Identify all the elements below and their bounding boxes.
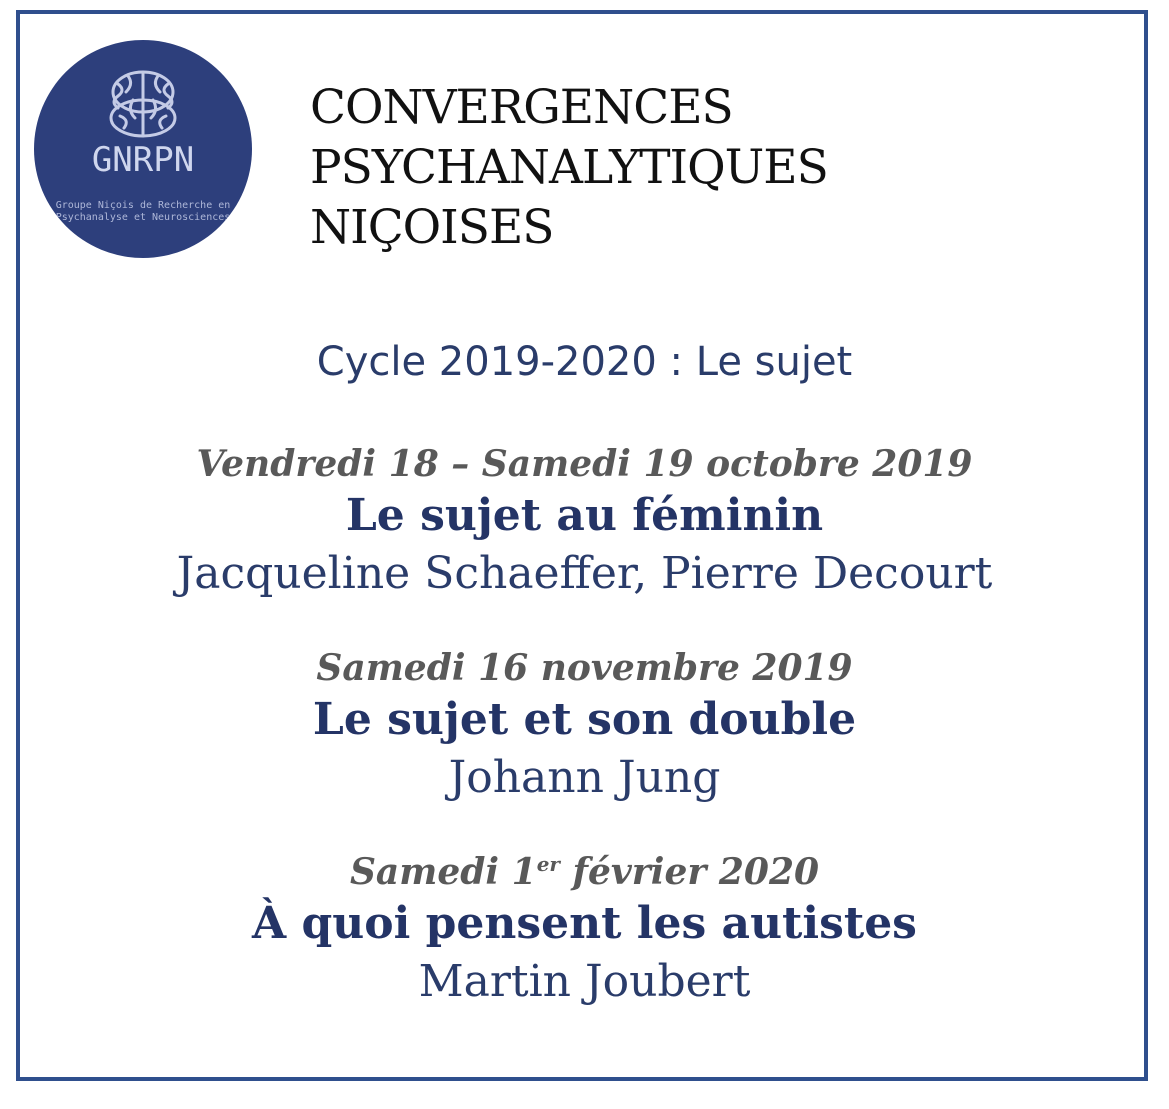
- event-item: [0, 440, 1169, 604]
- heading-line-1: CONVERGENCES: [310, 80, 733, 135]
- event-date: Samedi 16 novembre 2019: [316, 647, 853, 689]
- logo-name: GNRPN: [91, 140, 195, 180]
- logo-tagline: Groupe Niçois de Recherche en Psychanalyse et Neurosciences: [55, 200, 231, 223]
- gnrpn-logo: [34, 40, 252, 258]
- event-speakers: Martin Joubert: [418, 956, 751, 1007]
- event-speakers: Jacqueline Schaeffer, Pierre Decourt: [176, 548, 993, 599]
- event-title: Le sujet au féminin: [345, 490, 824, 541]
- event-date-prefix: Samedi 1: [349, 851, 537, 893]
- event-date-suffix: février 2020: [559, 851, 820, 893]
- event-list: [0, 440, 1169, 1012]
- heading-line-2: PSYCHANALYTIQUES: [310, 140, 828, 195]
- event-title: À quoi pensent les autistes: [252, 898, 917, 949]
- cycle-title: Cycle 2019-2020 : Le sujet: [316, 339, 853, 385]
- event-date: [0, 848, 1169, 896]
- event-speakers: Johann Jung: [448, 752, 721, 803]
- event-date: Vendredi 18 – Samedi 19 octobre 2019: [196, 443, 973, 485]
- organization-heading: [310, 78, 828, 258]
- event-date-ordinal: er: [536, 852, 560, 876]
- event-title: Le sujet et son double: [312, 694, 857, 745]
- event-item: [0, 644, 1169, 808]
- heading-line-3: NIÇOISES: [310, 200, 554, 255]
- event-item: [0, 848, 1169, 1012]
